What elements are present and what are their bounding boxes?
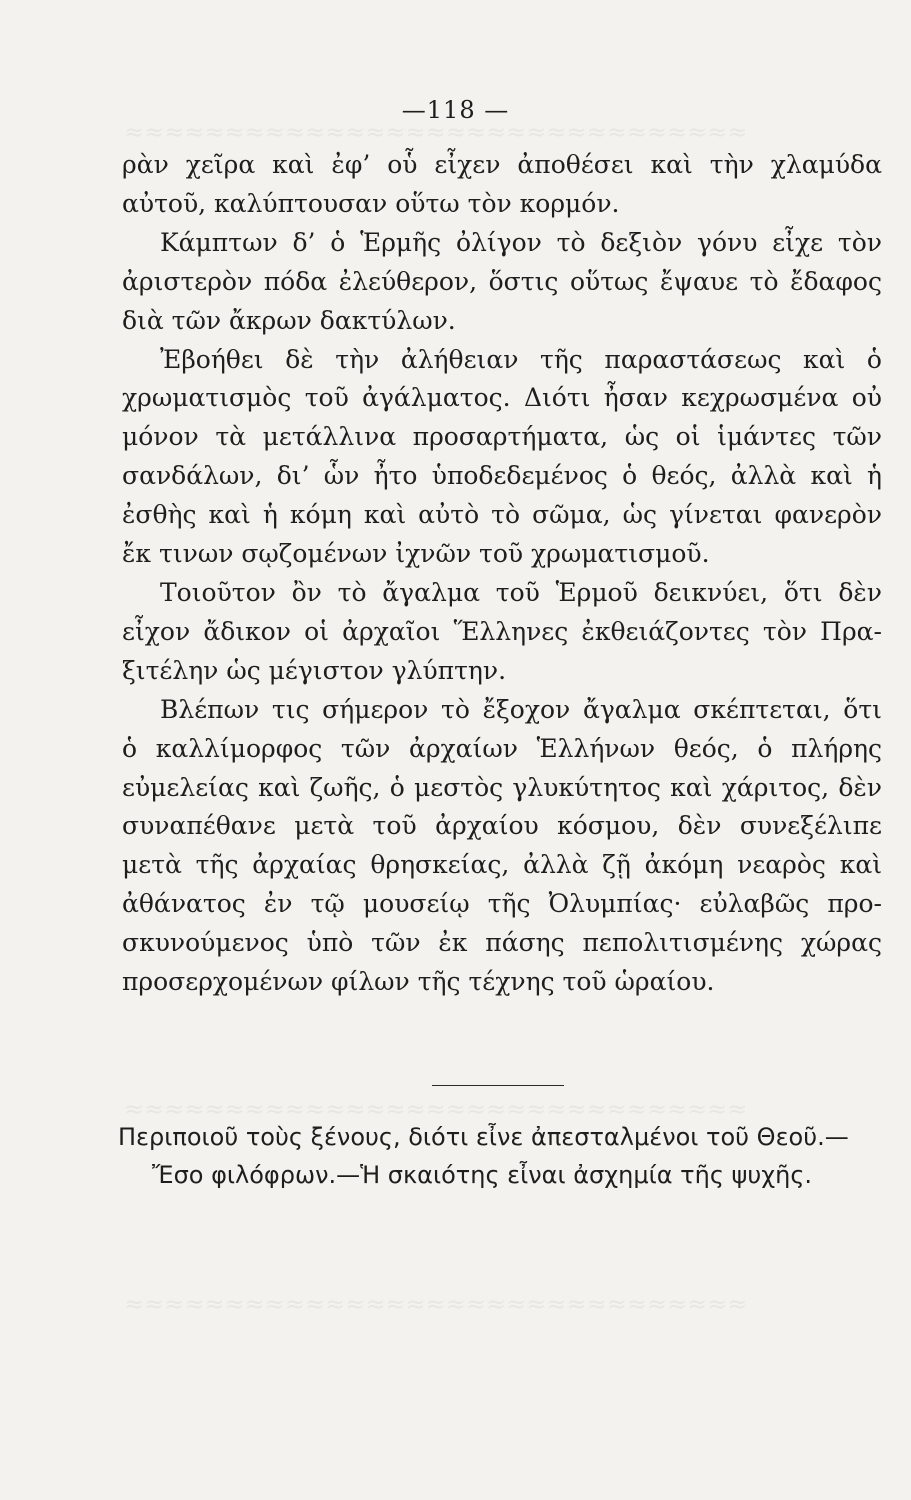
text-line: σανδάλων, δι’ ὧν ἦτο ὑποδεδεμένος ὁ θεός, ἀλλὰ καὶ ἡ [122, 461, 882, 491]
page-number: —118 — [401, 96, 510, 124]
text-line: ἔκ τινων σῳζομένων ἰχνῶν τοῦ χρωματισμοῦ. [122, 539, 710, 569]
show-through-text: ≈≈≈≈≈≈≈≈≈≈≈≈≈≈≈≈≈≈≈≈≈≈≈≈≈≈≈≈≈≈≈ [124, 1290, 748, 1318]
text-line: Βλέπων τις σήμερον τὸ ἔξοχον ἄγαλμα σκέπτεται, ὅτι [160, 694, 882, 724]
main-text [122, 146, 882, 1002]
text-line: χρωματισμὸς τοῦ ἀγάλματος. Διότι ἦσαν κεχρωσμένα οὐ [122, 383, 882, 413]
text-line: σκυνούμενος ὑπὸ τῶν ἐκ πάσης πεπολιτισμένης χώρας [122, 928, 882, 958]
paragraph-5 [122, 691, 882, 1002]
text-line: Ἐβοήθει δὲ τὴν ἀλήθειαν τῆς παραστάσεως καὶ ὁ [160, 344, 882, 374]
paragraph-1 [122, 146, 882, 224]
proverbs-block [118, 1118, 888, 1194]
text-line: προσερχομένων φίλων τῆς τέχνης τοῦ ὡραίου. [122, 967, 715, 997]
text-line: συναπέθανε μετὰ τοῦ ἀρχαίου κόσμου, δὲν συνεξέλιπε [122, 811, 882, 841]
text-line: ἐσθὴς καὶ ἡ κόμη καὶ αὐτὸ τὸ σῶμα, ὡς γίνεται φανερὸν [122, 500, 882, 530]
paragraph-3 [122, 341, 882, 574]
paragraph-2 [122, 224, 882, 341]
paragraph-4 [122, 574, 882, 691]
text-line: εἶχον ἄδικον οἱ ἀρχαῖοι Ἕλληνες ἐκθειάζοντες τὸν Πρα- [122, 616, 882, 646]
text-line: μόνον τὰ μετάλλινα προσαρτήματα, ὡς οἱ ἱμάντες τῶν [122, 422, 882, 452]
proverb-line: Ἔσο φιλόφρων.—Ἡ σκαιότης εἶναι ἀσχημία τῆς ψυχῆς. [152, 1161, 813, 1189]
text-line: ξιτέλην ὡς μέγιστον γλύπτην. [122, 655, 507, 685]
text-line: ἀθάνατος ἐν τῷ μουσείῳ τῆς Ὀλυμπίας· εὐλαβῶς προ- [122, 889, 882, 919]
proverb-line: Περιποιοῦ τοὺς ξένους, διότι εἶνε ἀπεσταλμένοι τοῦ Θεοῦ.— [118, 1123, 849, 1151]
text-line: Κάμπτων δ’ ὁ Ἑρμῆς ὀλίγον τὸ δεξιὸν γόνυ εἶχε τὸν [160, 227, 882, 257]
text-line: εὐμελείας καὶ ζωῆς, ὁ μεστὸς γλυκύτητος καὶ χάριτος, δὲν [122, 772, 882, 802]
section-divider [432, 1085, 564, 1086]
show-through-text: ≈≈≈≈≈≈≈≈≈≈≈≈≈≈≈≈≈≈≈≈≈≈≈≈≈≈≈≈≈≈≈ [124, 1095, 748, 1123]
text-line: ὁ καλλίμορφος τῶν ἀρχαίων Ἑλλήνων θεός, ὁ πλήρης [122, 733, 882, 763]
text-line: Τοιοῦτον ὂν τὸ ἄγαλμα τοῦ Ἑρμοῦ δεικνύει, ὅτι δὲν [160, 577, 882, 607]
text-line: αὐτοῦ, καλύπτουσαν οὕτω τὸν κορμόν. [122, 188, 620, 218]
text-line: μετὰ τῆς ἀρχαίας θρησκείας, ἀλλὰ ζῇ ἀκόμη νεαρὸς καὶ [122, 850, 882, 880]
text-line: ρὰν χεῖρα καὶ ἐφ’ οὗ εἶχεν ἀποθέσει καὶ τὴν χλαμύδα [122, 150, 882, 179]
show-through-text: ≈≈≈≈≈≈≈≈≈≈≈≈≈≈≈≈≈≈≈≈≈≈≈≈≈≈≈≈≈≈≈ [124, 118, 748, 146]
text-line: διὰ τῶν ἄκρων δακτύλων. [122, 305, 456, 335]
text-line: ἀριστερὸν πόδα ἐλεύθερον, ὅστις οὕτως ἔψαυε τὸ ἔδαφος [122, 266, 882, 296]
